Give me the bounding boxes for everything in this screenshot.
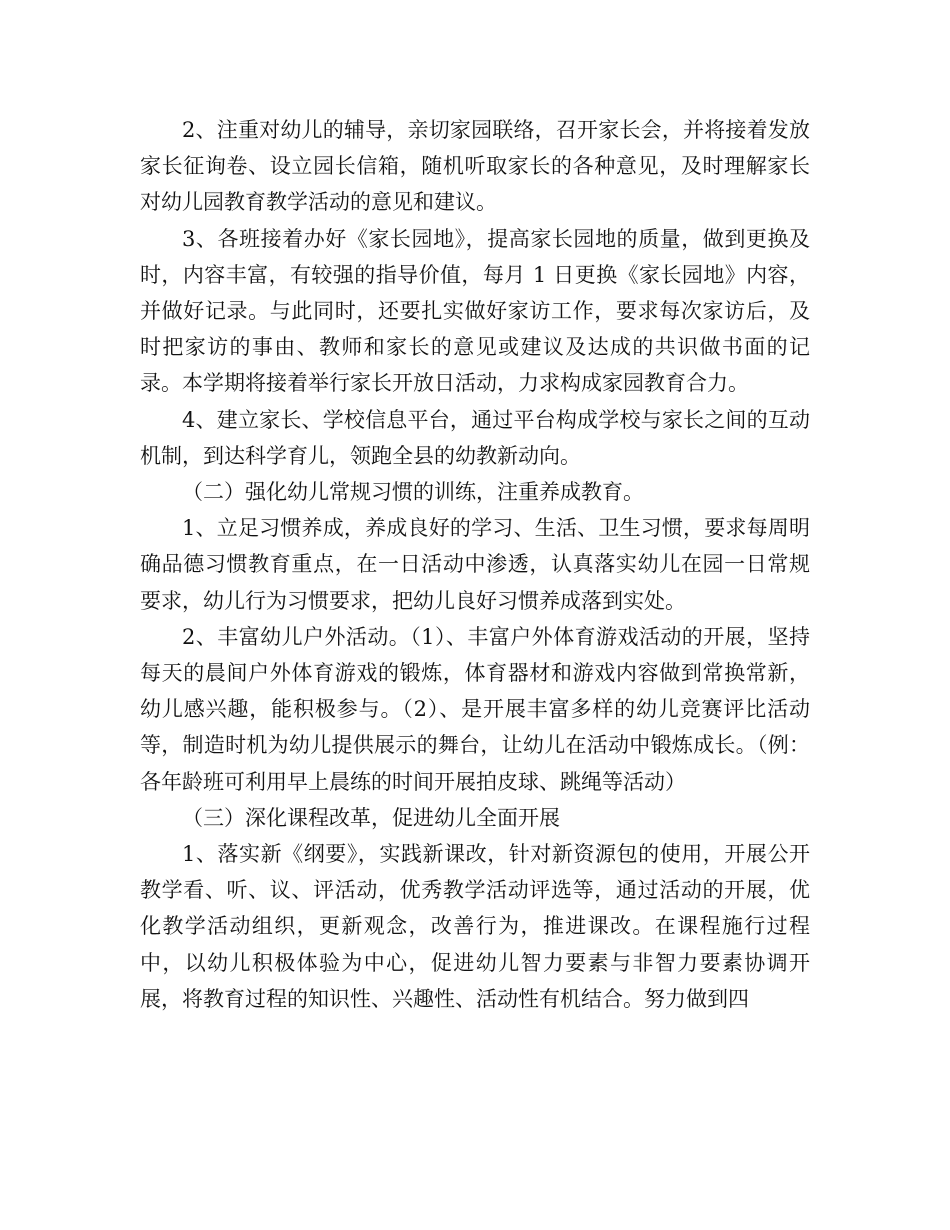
document-body xyxy=(140,112,810,1017)
paragraph-item-2-parent-contact: 2、注重对幼儿的辅导，亲切家园联络，召开家长会，并将接着发放家长征询卷、设立园长信箱，随机听取家长的各种意见，及时理解家长对幼儿园教育教学活动的意见和建议。 xyxy=(140,118,810,215)
paragraph-item-3-parent-garden: 3、各班接着办好《家长园地》，提高家长园地的质量，做到更换及时，内容丰富，有较强的指导价值，每月 1 日更换《家长园地》内容，并做好记录。与此同时，还要扎实做好家访工作，要求每次家访后，及时把家访的事由、教师和家长的意见或建议及达成的共识做书面的记录。本学期将接着举行家长开放日活动，力求构成家园教育合力。 xyxy=(140,226,810,396)
paragraph-item-1-habit-formation: 1、立足习惯养成，养成良好的学习、生活、卫生习惯，要求每周明确品德习惯教育重点，在一日活动中渗透，认真落实幼儿在园一日常规要求，幼儿行为习惯要求，把幼儿良好习惯养成落到实处。 xyxy=(140,516,810,613)
paragraph-item-1-new-curriculum: 1、落实新《纲要》，实践新课改，针对新资源包的使用，开展公开教学看、听、议、评活动，优秀教学活动评选等，通过活动的开展，优化教学活动组织，更新观念，改善行为，推进课改。在课程施行过程中，以幼儿积极体验为中心，促进幼儿智力要素与非智力要素协调开展，将教育过程的知识性、兴趣性、活动性有机结合。努力做到四 xyxy=(140,842,810,1011)
section-heading-curriculum-reform: （三）深化课程改革，促进幼儿全面开展 xyxy=(182,805,560,830)
paragraph-item-4-info-platform: 4、建立家长、学校信息平台，通过平台构成学校与家长之间的互动机制，到达科学育儿，领跑全县的幼教新动向。 xyxy=(140,407,810,468)
paragraph-item-2-outdoor-activities: 2、丰富幼儿户外活动。（1）、丰富户外体育游戏活动的开展，坚持每天的晨间户外体育游戏的锻炼，体育器材和游戏内容做到常换常新，幼儿感兴趣，能积极参与。（2）、是开展丰富多样的幼儿竞赛评比活动等，制造时机为幼儿提供展示的舞台，让幼儿在活动中锻炼成长。（例：各年龄班可利用早上晨练的时间开展拍皮球、跳绳等活动） xyxy=(140,624,810,794)
section-heading-habit-training: （二）强化幼儿常规习惯的训练，注重养成教育。 xyxy=(182,480,644,505)
